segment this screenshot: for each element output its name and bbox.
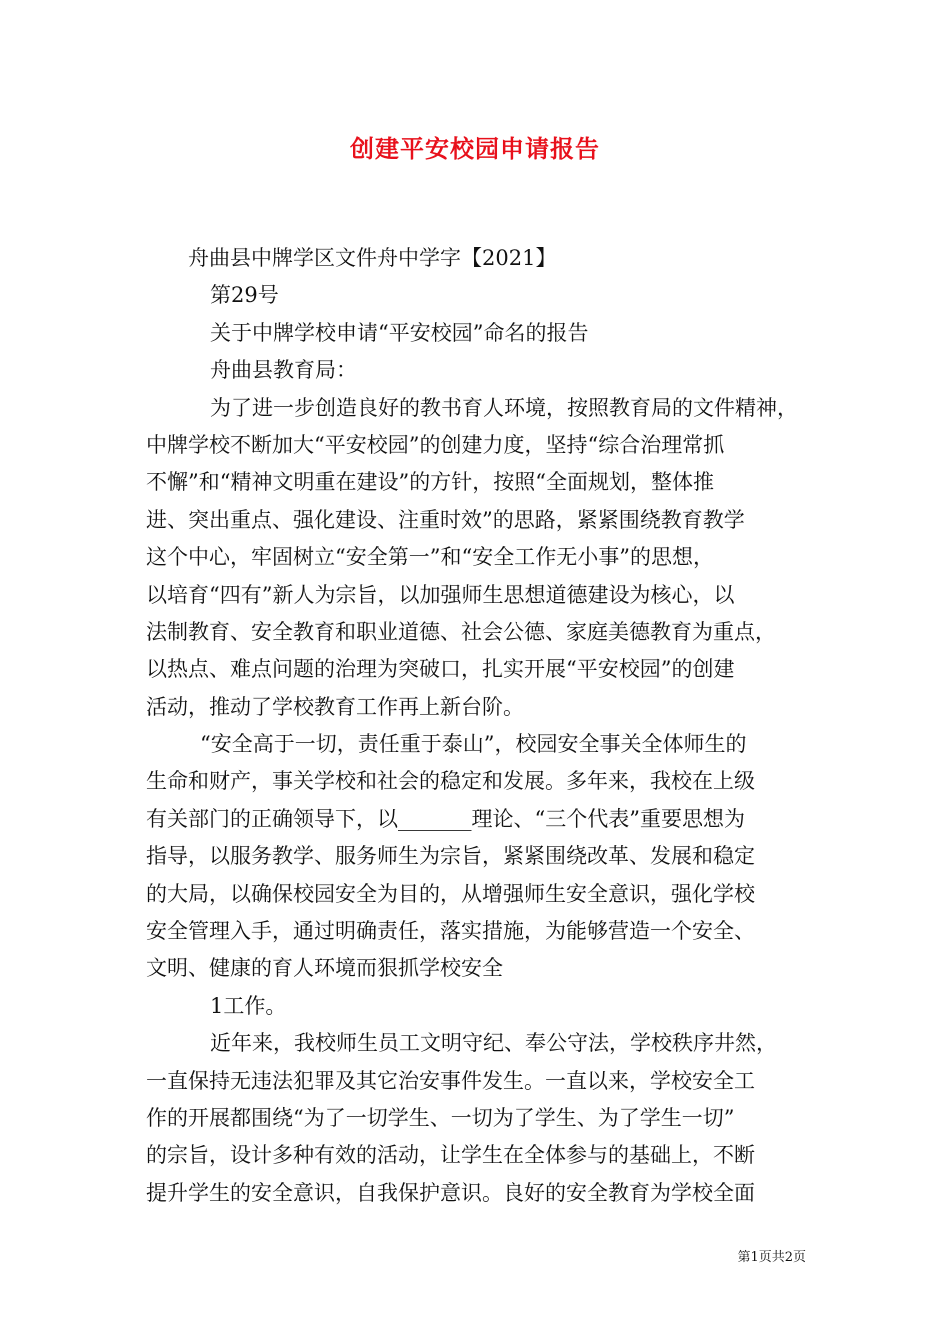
paragraph-3 xyxy=(146,1025,816,1212)
paragraph-line: 的宗旨，设计多种有效的活动，让学生在全体参与的基础上，不断 xyxy=(146,1143,755,1168)
paragraph-line: 近年来，我校师生员工文明守纪、奉公守法，学校秩序井然， xyxy=(210,1031,777,1056)
page-number-footer: 第1页共2页 xyxy=(737,1250,806,1265)
paragraph-line: 活动，推动了学校教育工作再上新台阶。 xyxy=(146,694,524,719)
header-line-doc-number: 舟曲县中牌学区文件舟中学字【2021】 xyxy=(188,246,557,270)
paragraph-line: 进、突出重点、强化建设、注重时效”的思路，紧紧围绕教育教学 xyxy=(146,507,745,532)
header-line-subject: 关于中牌学校申请“平安校园”命名的报告 xyxy=(210,320,589,345)
paragraph-line: 以培育“四有”新人为宗旨，以加强师生思想道德建设为核心，以 xyxy=(146,582,735,607)
paragraph-line: 文明、健康的育人环境而狠抓学校安全 xyxy=(146,956,503,981)
document-body xyxy=(146,240,816,1212)
paragraph-line: 以热点、难点问题的治理为突破口，扎实开展“平安校园”的创建 xyxy=(146,657,735,682)
paragraph-line: 法制教育、安全教育和职业道德、社会公德、家庭美德教育为重点， xyxy=(146,619,776,644)
paragraph-line: 这个中心，牢固树立“安全第一”和“安全工作无小事”的思想， xyxy=(146,545,714,570)
paragraph-line: 中牌学校不断加大“平安校园”的创建力度，坚持“综合治理常抓 xyxy=(146,432,725,457)
paragraph-line: 安全管理入手，通过明确责任，落实措施，为能够营造一个安全、 xyxy=(146,919,755,944)
paragraph-line: 指导，以服务教学、服务师生为宗旨，紧紧围绕改革、发展和稳定 xyxy=(146,844,755,869)
paragraph-line: 有关部门的正确领导下，以_______理论、“三个代表”重要思想为 xyxy=(146,806,745,831)
paragraph-line: “安全高于一切，责任重于泰山”，校园安全事关全体师生的 xyxy=(200,732,747,757)
paragraph-2 xyxy=(146,726,816,988)
paragraph-line: 为了进一步创造良好的教书育人环境，按照教育局的文件精神， xyxy=(210,395,798,420)
paragraph-line: 提升学生的安全意识，自我保护意识。良好的安全教育为学校全面 xyxy=(146,1180,755,1205)
paragraph-line: 一直保持无违法犯罪及其它治安事件发生。一直以来，学校安全工 xyxy=(146,1068,755,1093)
header-line-recipient: 舟曲县教育局： xyxy=(210,358,357,383)
page-break-line: 1工作。 xyxy=(210,993,287,1018)
document-title: 创建平安校园申请报告 xyxy=(350,134,600,163)
paragraph-line: 作的开展都围绕“为了一切学生、一切为了学生、为了学生一切” xyxy=(146,1105,735,1130)
paragraph-line: 不懈”和“精神文明重在建设”的方针，按照“全面规划，整体推 xyxy=(146,470,714,495)
header-line-issue-number: 第29号 xyxy=(210,283,279,308)
paragraph-1 xyxy=(146,390,816,727)
paragraph-line: 的大局，以确保校园安全为目的，从增强师生安全意识，强化学校 xyxy=(146,881,755,906)
paragraph-line: 生命和财产，事关学校和社会的稳定和发展。多年来，我校在上级 xyxy=(146,769,755,794)
